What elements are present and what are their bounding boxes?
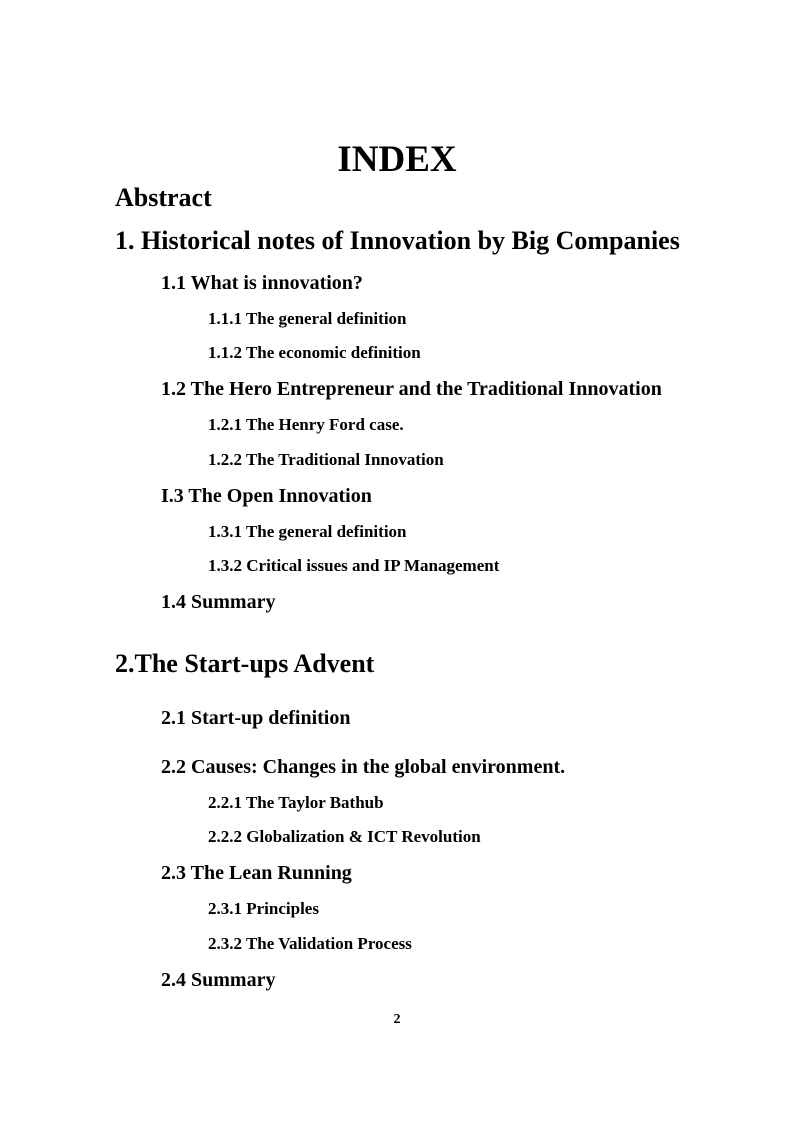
toc-entry-chapter-2: 2.The Start-ups Advent <box>115 649 375 678</box>
toc-entry-2-4: 2.4 Summary <box>161 969 276 991</box>
toc-entry-1-4: 1.4 Summary <box>161 591 276 613</box>
toc-entry-2-1: 2.1 Start-up definition <box>161 707 351 729</box>
toc-entry-2-2: 2.2 Causes: Changes in the global environment. <box>161 756 566 778</box>
toc-entry-2-3-2: 2.3.2 The Validation Process <box>208 934 412 953</box>
toc-entry-chapter-1: 1. Historical notes of Innovation by Big Companies <box>115 226 680 255</box>
toc-entry-1-3-1: 1.3.1 The general definition <box>208 522 407 541</box>
toc-entry-2-3-1: 2.3.1 Principles <box>208 899 319 918</box>
toc-entry-1-2-2: 1.2.2 The Traditional Innovation <box>208 450 444 469</box>
toc-entry-1-3-2: 1.3.2 Critical issues and IP Management <box>208 556 500 575</box>
toc-entry-1-1-2: 1.1.2 The economic definition <box>208 343 421 362</box>
toc-entry-1-2: 1.2 The Hero Entrepreneur and the Traditional Innovation <box>161 378 662 400</box>
toc-entry-1-3: I.3 The Open Innovation <box>161 485 372 507</box>
toc-entry-abstract: Abstract <box>115 183 212 212</box>
toc-entry-1-1: 1.1 What is innovation? <box>161 272 363 294</box>
toc-entry-2-3: 2.3 The Lean Running <box>161 862 352 884</box>
toc-entry-2-2-1: 2.2.1 The Taylor Bathub <box>208 793 384 812</box>
page-number: 2 <box>393 1012 401 1027</box>
page-title: INDEX <box>337 139 457 180</box>
toc-entry-1-1-1: 1.1.1 The general definition <box>208 309 407 328</box>
toc-entry-1-2-1: 1.2.1 The Henry Ford case. <box>208 415 404 434</box>
toc-entry-2-2-2: 2.2.2 Globalization & ICT Revolution <box>208 827 481 846</box>
